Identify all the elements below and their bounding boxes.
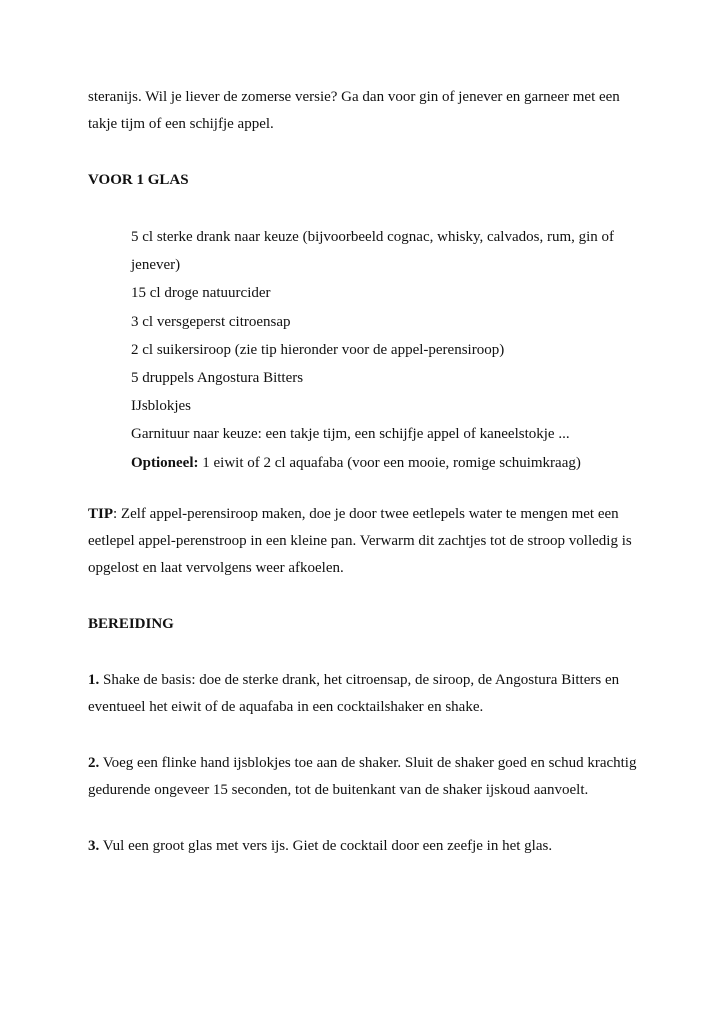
tip-text: : Zelf appel-perensiroop maken, doe je door twee eetlepels water te mengen met een eetlepel appel-perenstroop in een kleine pan. Verwarm dit zachtjes tot de stroop volledig is opgelost en laat vervolgens weer afkoelen. — [88, 505, 632, 576]
method-heading: BEREIDING — [88, 615, 174, 632]
ingredient-item: 2 cl suikersiroop (zie tip hieronder voor de appel-perensiroop) — [131, 341, 505, 358]
ingredient-item: Garnituur naar keuze: een takje tijm, een schijfje appel of kaneelstokje ... — [131, 426, 570, 443]
document-page — [88, 84, 648, 889]
optional-text: 1 eiwit of 2 cl aquafaba (voor een mooie, romige schuimkraag) — [198, 454, 581, 471]
step-paragraph — [88, 667, 648, 721]
step-paragraph — [88, 833, 648, 860]
step-number: 1. — [88, 671, 100, 688]
ingredient-item: 3 cl versgeperst citroensap — [131, 313, 291, 330]
step-text: Vul een groot glas met vers ijs. Giet de cocktail door een zeefje in het glas. — [99, 837, 553, 854]
optional-label: Optioneel: — [131, 454, 199, 471]
intro-paragraph: steranijs. Wil je liever de zomerse versie? Ga dan voor gin of jenever en garneer met een takje tijm of een schijfje appel. — [88, 89, 620, 132]
step-text: Voeg een flinke hand ijsblokjes toe aan de shaker. Sluit de shaker goed en schud krachtig gedurende ongeveer 15 seconden, tot de buitenkant van de shaker ijskoud aanvoelt. — [88, 754, 637, 798]
step-text: Shake de basis: doe de sterke drank, het citroensap, de siroop, de Angostura Bitters en eventueel het eiwit of de aquafaba in een cocktailshaker en shake. — [88, 671, 620, 715]
tip-label: TIP — [88, 505, 114, 522]
ingredient-item: IJsblokjes — [131, 398, 191, 415]
serving-heading: VOOR 1 GLAS — [88, 172, 189, 188]
ingredient-list — [131, 223, 631, 477]
ingredient-item-optional — [131, 449, 631, 477]
ingredient-item: 5 cl sterke drank naar keuze (bijvoorbeeld cognac, whisky, calvados, rum, gin of jenever) — [131, 229, 615, 274]
step-number: 2. — [88, 754, 100, 771]
step-number: 3. — [88, 837, 100, 854]
tip-paragraph — [88, 501, 648, 582]
ingredient-item: 15 cl droge natuurcider — [131, 285, 271, 302]
step-paragraph — [88, 750, 648, 804]
ingredient-item: 5 druppels Angostura Bitters — [131, 370, 304, 387]
